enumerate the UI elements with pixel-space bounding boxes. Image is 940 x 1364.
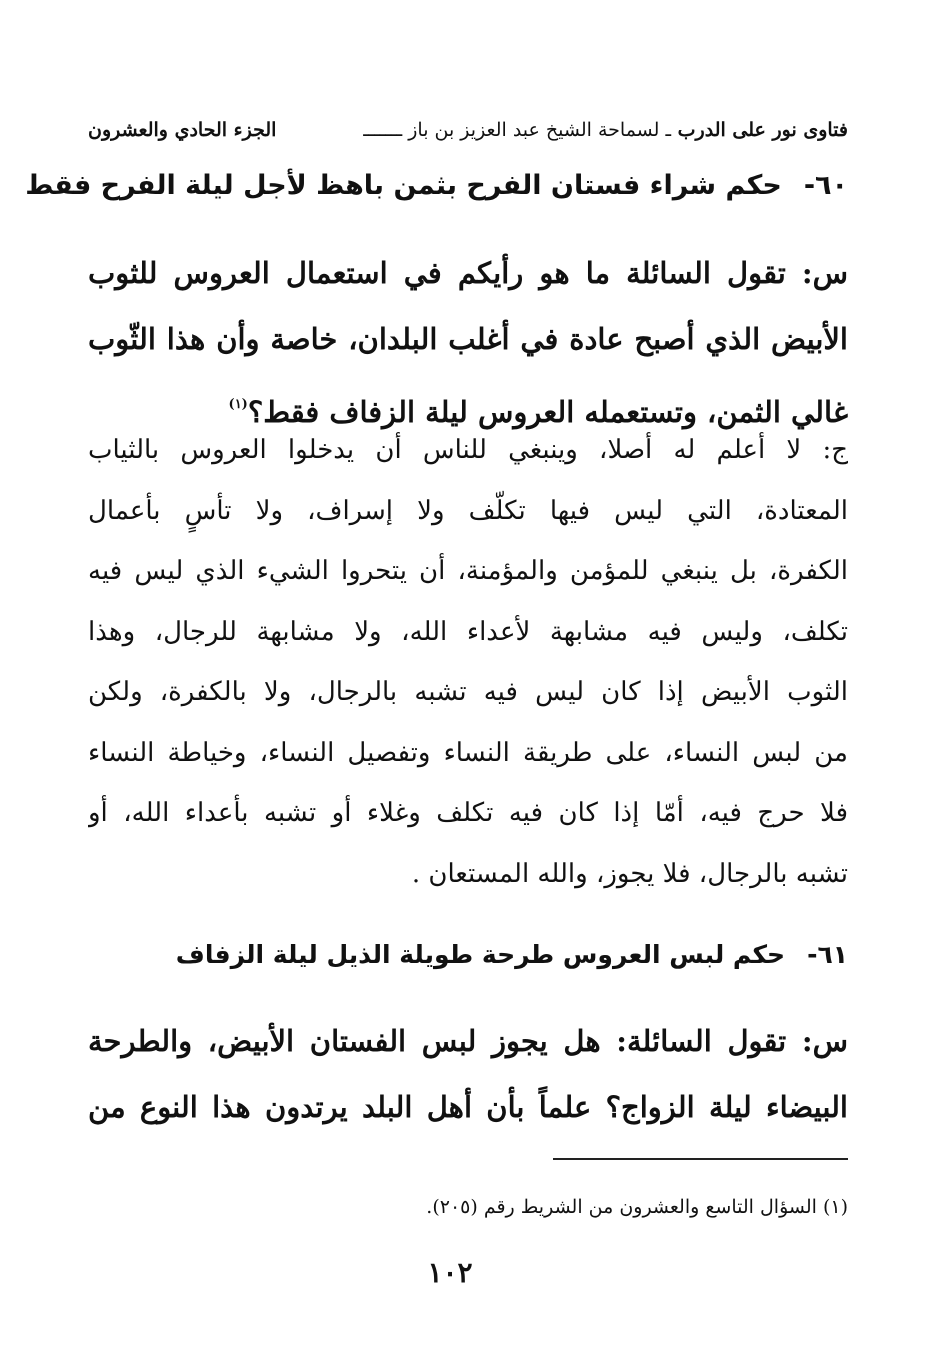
page-number: ١٠٢ (427, 1256, 473, 1289)
section-title: حكم لبس العروس طرحة طويلة الذيل ليلة الزفاف (175, 940, 786, 969)
text-line-content: غالي الثمن، وتستعمله العروس ليلة الزفاف فقط؟ (247, 395, 848, 429)
text-line: فلا حرج فيه، أمّا إذا كان فيه تكلف وغلاء أو تشبه بأعداء الله، أو (88, 798, 848, 828)
section-number: ٦١- (807, 940, 848, 969)
text-line: س: تقول السائلة ما هو رأيكم في استعمال العروس للثوب (88, 256, 848, 290)
text-line: الثوب الأبيض إذا كان ليس فيه تشبه بالرجال، ولا بالكفرة، ولكن (88, 677, 848, 707)
question-paragraph-61 (88, 1008, 848, 1140)
section-number: ٦٠- (803, 170, 848, 201)
text-line: تشبه بالرجال، فلا يجوز، والله المستعان . (411, 858, 848, 889)
book-title: فتاوى نور على الدرب (677, 119, 848, 141)
text-line: س: تقول السائلة: هل يجوز لبس الفستان الأبيض، والطرحة (88, 1024, 848, 1058)
footnote-marker: (١) (228, 397, 248, 412)
header-volume: الجزء الحادي والعشرون (88, 119, 277, 141)
section-heading-60 (25, 170, 848, 201)
text-line: تكلف، وليس فيه مشابهة لأعداء الله، ولا مشابهة للرجال، وهذا (88, 616, 848, 647)
text-line: المعتادة، التي ليس فيها تكلّف ولا إسراف، ولا تأسٍ بأعمال (88, 495, 848, 526)
text-line: ج: لا أعلم له أصلا، وينبغي للناس أن يدخلوا العروس بالثياب (88, 435, 848, 465)
footnote-separator (553, 1158, 848, 1160)
text-line: الكفرة، بل ينبغي للمؤمن والمؤمنة، أن يتحروا الشيء الذي ليس فيه (88, 556, 848, 586)
header-book-title (363, 119, 848, 141)
question-paragraph-60 (88, 240, 848, 438)
text-line: من لبس النساء، على طريقة النساء وتفصيل النساء، وخياطة النساء (88, 737, 848, 768)
section-heading-61 (88, 940, 848, 969)
running-header (88, 112, 848, 148)
author-name: ـ لسماحة الشيخ عبد العزيز بن باز ـــــــ (363, 119, 672, 141)
answer-paragraph-60 (88, 420, 848, 904)
text-line: البيضاء ليلة الزواج؟ علماً بأن أهل البلد يرتدون هذا النوع من (88, 1090, 848, 1124)
text-line: الأبيض الذي أصبح عادة في أغلب البلدان، خاصة وأن هذا الثّوب (88, 322, 848, 356)
footnote: (١) السؤال التاسع والعشرون من الشريط رقم (٢٠٥). (426, 1196, 848, 1218)
section-title: حكم شراء فستان الفرح بثمن باهظ لأجل ليلة الفرح فقط (25, 170, 782, 201)
